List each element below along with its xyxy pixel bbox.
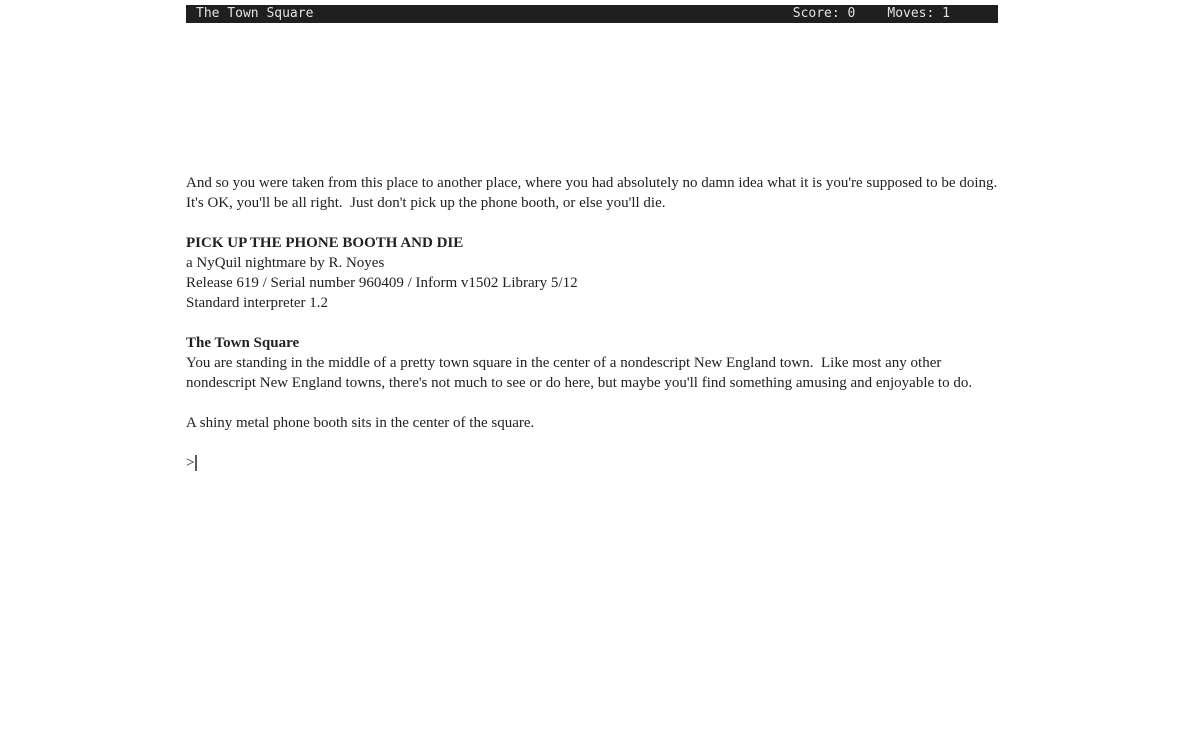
status-score: Score: 0: [792, 6, 856, 21]
game-window: [186, 0, 1005, 473]
room-block: [186, 333, 998, 393]
game-transcript: [186, 23, 1005, 473]
object-paragraph: A shiny metal phone booth sits in the center of the square.: [186, 415, 535, 431]
status-bar: [186, 5, 998, 23]
game-release-info: Release 619 / Serial number 960409 / Inform v1502 Library 5/12: [186, 275, 578, 291]
room-description: You are standing in the middle of a pretty town square in the center of a nondescript New England town. Like most any other nondescript New England towns, there's not much to see or do here, but maybe you'll find something amusing and enjoyable to do.: [186, 355, 973, 391]
game-title: PICK UP THE PHONE BOOTH AND DIE: [186, 235, 464, 251]
intro-paragraph: And so you were taken from this place to another place, where you had absolutely no damn idea what it is you're supposed to be doing. It's OK, you'll be all right. Just don't pick up the phone booth, or else you'll die.: [186, 175, 1005, 211]
status-right-group: [793, 5, 998, 23]
text-caret: [195, 455, 197, 471]
room-name: The Town Square: [186, 335, 300, 351]
game-interpreter: Standard interpreter 1.2: [186, 295, 329, 311]
game-banner: [186, 233, 998, 313]
prompt-symbol: >: [186, 455, 195, 471]
status-location: The Town Square: [196, 6, 314, 21]
game-byline: a NyQuil nightmare by R. Noyes: [186, 255, 385, 271]
status-moves: Moves: 1: [887, 6, 950, 21]
command-input[interactable]: [186, 453, 998, 473]
